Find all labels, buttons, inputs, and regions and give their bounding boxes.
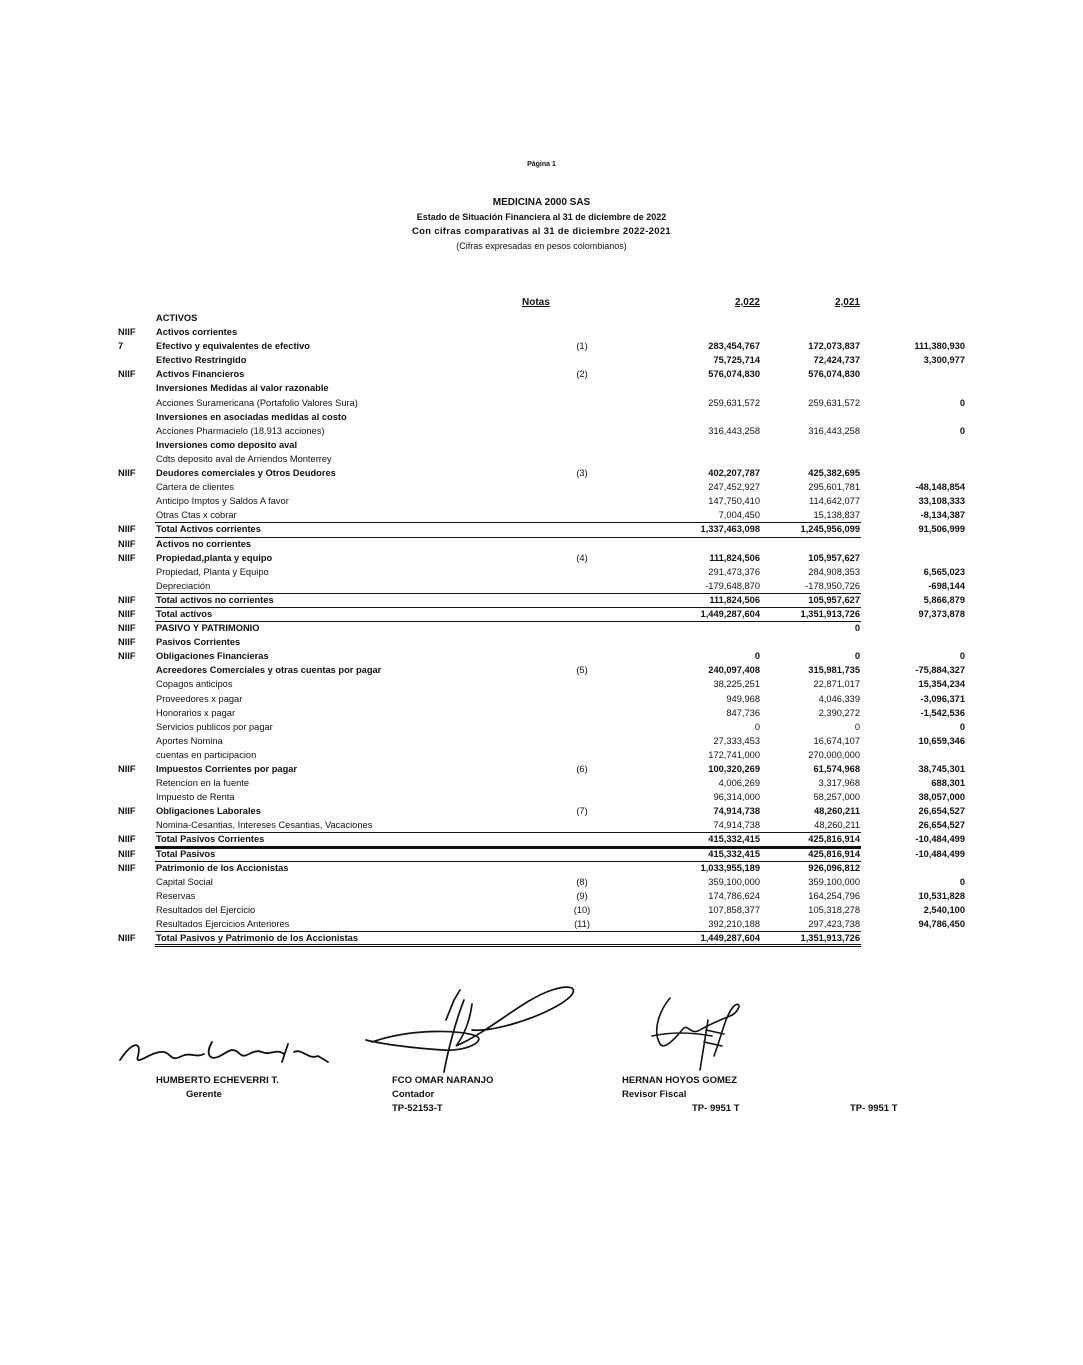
value-2021: 359,100,000 [808,876,860,887]
row-label: Capital Social [156,876,213,887]
table-row [0,325,1083,339]
value-2022: 147,750,410 [708,496,760,507]
table-row [0,537,1083,551]
table-row [0,339,1083,353]
note-ref: (11) [574,919,590,930]
value-2022: 0 [754,721,760,732]
value-difference: -698,144 [928,580,965,591]
value-difference: 26,654,527 [918,820,965,831]
row-label: Propiedad, Planta y Equipo [156,566,269,577]
value-difference: 2,540,100 [923,904,965,915]
value-2022: 96,314,000 [713,792,760,803]
niif-tag: NIIF [118,369,136,380]
value-2021: 0 [854,651,860,662]
value-difference: 94,786,450 [918,919,965,930]
table-row [0,677,1083,691]
value-difference: -75,884,327 [915,665,965,676]
value-2021: 164,254,796 [808,890,860,901]
table-row [0,367,1083,381]
row-label: Cdts deposito aval de Arriendos Monterrey [156,453,332,464]
table-row [0,593,1083,607]
signatory-role-gerente: Gerente [186,1089,222,1100]
niif-tag: NIIF [118,623,136,634]
value-difference: -1,542,536 [920,707,965,718]
row-label: PASIVO Y PATRIMONIO [156,623,260,634]
row-label: Total Pasivos [156,848,216,859]
row-label: Pasivos Corrientes [156,637,241,648]
table-row [0,790,1083,804]
value-2021: 61,574,968 [813,764,860,774]
value-2022: 415,332,415 [708,834,760,845]
table-row [0,565,1083,579]
value-difference: 0 [959,651,965,662]
table-row [0,381,1083,395]
value-difference: 38,057,000 [918,792,965,803]
table-row [0,748,1083,762]
value-2022: 100,320,269 [708,764,760,774]
value-2022: 172,741,000 [708,749,760,760]
signatory-name-contador: FCO OMAR NARANJO [392,1075,494,1086]
row-label: Deudores comerciales y Otros Deudores [156,468,336,479]
value-2021: 105,318,278 [808,904,860,915]
row-label: Servicios publicos por pagar [156,721,273,732]
table-row [0,847,1083,861]
row-label: Acciones Pharmacielo (18.913 acciones) [156,425,325,436]
value-2021: 425,816,914 [808,834,860,845]
signatory-tp-contador: TP-52153-T [392,1103,443,1114]
signature-hernan [630,990,770,1075]
niif-tag: NIIF [118,538,136,549]
niif-tag: NIIF [118,834,136,845]
table-row [0,607,1083,621]
row-label: Anticipo Imptos y Saldos A favor [156,496,289,507]
company-name: MEDICINA 2000 SAS [492,197,591,208]
row-label: Efectivo Restringido [156,355,247,366]
value-2022: 174,786,624 [708,890,760,901]
niif-tag: NIIF [118,862,136,873]
table-row [0,621,1083,635]
value-difference: -10,484,499 [915,848,965,859]
niif-tag: NIIF [118,933,136,944]
value-2022: 74,914,738 [713,820,760,831]
value-2022: 38,225,251 [713,679,760,690]
row-label: cuentas en participacion [156,749,257,760]
niif-tag: NIIF [118,637,136,648]
row-label: Copagos anticipos [156,679,233,690]
niif-tag: NIIF [118,327,136,338]
value-2021: -178,950,726 [805,580,860,591]
table-row [0,551,1083,565]
niif-tag: NIIF [118,468,136,479]
value-2022: 283,454,767 [708,341,760,352]
value-2021: 315,981,735 [808,665,860,676]
table-row [0,663,1083,677]
column-header-2021: 2,021 [834,297,860,308]
column-header-2022: 2,022 [734,297,760,308]
row-label: Impuestos Corrientes por pagar [156,764,298,774]
value-2021: 4,046,339 [818,693,860,704]
value-2021: 259,631,572 [808,397,860,408]
value-difference: 3,300,977 [923,355,965,366]
value-2021: 3,317,968 [818,778,860,789]
table-row [0,706,1083,720]
row-label: Resultados Ejercicios Anteriores [156,919,290,930]
value-2022: 75,725,714 [713,355,760,366]
value-2021: 295,601,781 [808,482,860,493]
niif-tag: NIIF [118,594,136,605]
value-2021: 58,257,000 [813,792,860,803]
value-2022: 291,473,376 [708,566,760,577]
note-ref: (8) [576,876,588,887]
row-label: Obligaciones Laborales [156,806,261,817]
value-2021: 105,957,627 [808,552,860,563]
table-row [0,931,1083,945]
niif-tag: NIIF [118,806,136,817]
value-2021: 1,351,913,726 [800,933,860,944]
table-row [0,480,1083,494]
signatory-role-revisor: Revisor Fiscal [622,1089,687,1100]
row-label: Retencion en la fuente [156,778,250,789]
value-difference: 10,531,828 [918,890,965,901]
table-row [0,579,1083,593]
value-2022: 111,824,506 [709,594,760,605]
table-row [0,762,1083,776]
row-label: Total activos no corrientes [156,594,274,605]
signature-humberto [112,1022,342,1072]
table-row [0,649,1083,663]
value-2021: 105,957,627 [808,594,860,605]
value-difference: 0 [959,721,965,732]
value-2021: 72,424,737 [813,355,860,366]
value-difference: 0 [959,425,965,436]
signatory-tp-revisor: TP- 9951 T [692,1103,740,1114]
row-label: Inversiones en asociadas medidas al costo [156,411,347,422]
column-header-notas: Notas [522,297,550,308]
row-label: Total activos [156,608,213,619]
row-label: Total Pasivos y Patrimonio de los Accionistas [156,933,359,944]
value-2022: 0 [754,651,760,662]
signatory-name-gerente: HUMBERTO ECHEVERRI T. [156,1075,279,1086]
table-row [0,818,1083,832]
table-row [0,875,1083,889]
value-difference: 688,301 [931,778,965,789]
value-2021: 425,816,914 [808,848,860,859]
table-row [0,692,1083,706]
row-label: Total Pasivos Corrientes [156,834,265,845]
value-2022: -179,648,870 [705,580,760,591]
value-difference: 10,659,346 [918,735,965,746]
niif-tag: NIIF [118,608,136,619]
value-2022: 74,914,738 [713,806,760,817]
niif-tag: NIIF [118,524,136,535]
value-difference: 91,506,999 [918,524,965,535]
row-label: Patrimonio de los Accionistas [156,862,289,873]
table-row [0,635,1083,649]
table-row [0,917,1083,931]
table-row [0,861,1083,875]
note-ref: (5) [576,665,588,676]
table-row [0,494,1083,508]
row-label: Proveedores x pagar [156,693,243,704]
value-2021: 15,138,837 [813,510,860,521]
value-2021: 1,245,956,099 [800,524,860,535]
value-2021: 0 [854,623,860,634]
value-2021: 16,674,107 [813,735,860,746]
row-label: Otras Ctas x cobrar [156,510,237,521]
row-label: Total Activos corrientes [156,524,261,535]
row-label: Obligaciones Financieras [156,651,269,662]
value-2022: 949,968 [726,693,760,704]
page-label: Página 1 [527,161,556,168]
note-ref: (3) [576,468,588,479]
value-difference: 26,654,527 [918,806,965,817]
value-2022: 111,824,506 [709,552,760,563]
row-label: Efectivo y equivalentes de efectivo [156,341,310,352]
table-row [0,410,1083,424]
niif-tag: 7 [118,341,124,352]
row-label: Impuesto de Renta [156,792,235,803]
value-2021: 114,642,077 [808,496,860,507]
row-label: Acciones Suramericana (Portafolio Valores Sura) [156,397,358,408]
table-row [0,353,1083,367]
value-2021: 48,260,211 [814,820,860,831]
value-difference: 5,866,879 [923,594,965,605]
note-ref: (7) [576,806,588,817]
value-difference: -8,134,387 [920,510,965,521]
row-label: ACTIVOS [156,313,198,323]
note-ref: (1) [576,341,588,352]
row-label: Cartera de clientes [156,482,235,493]
table-row [0,734,1083,748]
value-2021: 48,260,211 [813,806,860,817]
niif-tag: NIIF [118,651,136,662]
row-label: Activos corrientes [156,327,238,338]
table-row [0,776,1083,790]
value-2021: 172,073,837 [808,341,860,352]
value-difference: -3,096,371 [920,693,965,704]
value-2022: 359,100,000 [708,876,760,887]
value-2022: 316,443,258 [708,425,760,436]
value-2021: 1,351,913,726 [800,608,860,619]
row-label: Aportes Nomina [156,735,223,746]
value-difference: 97,373,878 [918,608,965,619]
table-row [0,452,1083,466]
row-label: Inversiones como deposito aval [156,439,298,450]
value-difference: 111,380,930 [914,341,965,352]
row-label: Resultados del Ejercicio [156,904,256,915]
row-label: Activos no corrientes [156,538,252,549]
statement-title: Estado de Situación Financiera al 31 de diciembre de 2022 [416,212,667,222]
niif-tag: NIIF [118,764,136,774]
value-2022: 240,097,408 [708,665,760,676]
value-2022: 847,736 [726,707,760,718]
row-label: Depreciación [156,580,211,591]
row-label: Honorarios x pagar [156,707,236,718]
table-row [0,311,1083,325]
table-row [0,903,1083,917]
value-2021: 425,382,695 [808,468,860,479]
value-2022: 259,631,572 [708,397,760,408]
value-difference: 0 [959,397,965,408]
table-row [0,424,1083,438]
row-label: Inversiones Medidas al valor razonable [156,383,329,394]
table-row [0,889,1083,903]
row-label: Propiedad,planta y equipo [156,552,273,563]
row-label: Nomina-Cesantias, Intereses Cesantias, Vacaciones [156,820,373,831]
row-label: Acreedores Comerciales y otras cuentas por pagar [156,665,382,676]
value-difference: 38,745,301 [918,764,965,774]
value-2022: 247,452,927 [708,482,760,493]
value-2022: 1,337,463,098 [700,524,760,535]
note-ref: (2) [576,369,588,380]
table-row [0,804,1083,818]
table-row [0,438,1083,452]
value-2022: 402,207,787 [708,468,760,479]
value-difference: 0 [959,876,965,887]
value-difference: -48,148,854 [915,482,965,493]
signatory-role-contador: Contador [392,1089,435,1100]
value-2021: 2,390,272 [818,707,860,718]
note-ref: (9) [576,890,588,901]
value-difference: 15,354,234 [918,679,965,690]
value-2021: 0 [854,721,860,732]
value-2021: 270,000,000 [808,749,860,760]
table-row [0,832,1083,846]
value-2021: 22,871,017 [813,679,860,690]
table-row [0,508,1083,522]
value-2022: 576,074,830 [708,369,760,380]
row-label: Activos Financieros [156,369,245,380]
value-2022: 392,210,188 [708,919,760,930]
value-2021: 926,096,812 [808,862,860,873]
value-2021: 297,423,738 [808,919,860,930]
value-difference: 6,565,023 [923,566,965,577]
value-difference: -10,484,499 [915,834,965,845]
table-row [0,522,1083,536]
table-row [0,396,1083,410]
value-2021: 576,074,830 [808,369,860,380]
value-2022: 1,449,287,604 [700,608,760,619]
currency-note: (Cifras expresadas en pesos colombianos) [456,241,627,251]
row-label: Reservas [156,890,196,901]
value-2022: 7,004,450 [718,510,760,521]
note-ref: (4) [576,552,588,563]
value-2022: 415,332,415 [708,848,760,859]
signatory-name-revisor: HERNAN HOYOS GOMEZ [622,1075,738,1086]
note-ref: (10) [573,904,591,915]
value-2022: 4,006,269 [718,778,760,789]
signature-omar [352,960,592,1080]
value-2022: 27,333,453 [713,735,760,746]
value-2022: 1,033,955,189 [700,862,760,873]
value-difference: 33,108,333 [918,496,965,507]
note-ref: (6) [576,764,588,774]
niif-tag: NIIF [118,552,136,563]
signatory-tp-revisor-secondary: TP- 9951 T [850,1103,898,1114]
value-2022: 1,449,287,604 [700,933,760,944]
table-row [0,720,1083,734]
table-row [0,466,1083,480]
value-2022: 107,858,377 [708,904,760,915]
niif-tag: NIIF [118,848,136,859]
statement-subtitle: Con cifras comparativas al 31 de diciembre 2022-2021 [411,226,672,237]
statement-table [0,311,1083,945]
value-2021: 316,443,258 [808,425,860,436]
value-2021: 284,908,353 [808,566,860,577]
